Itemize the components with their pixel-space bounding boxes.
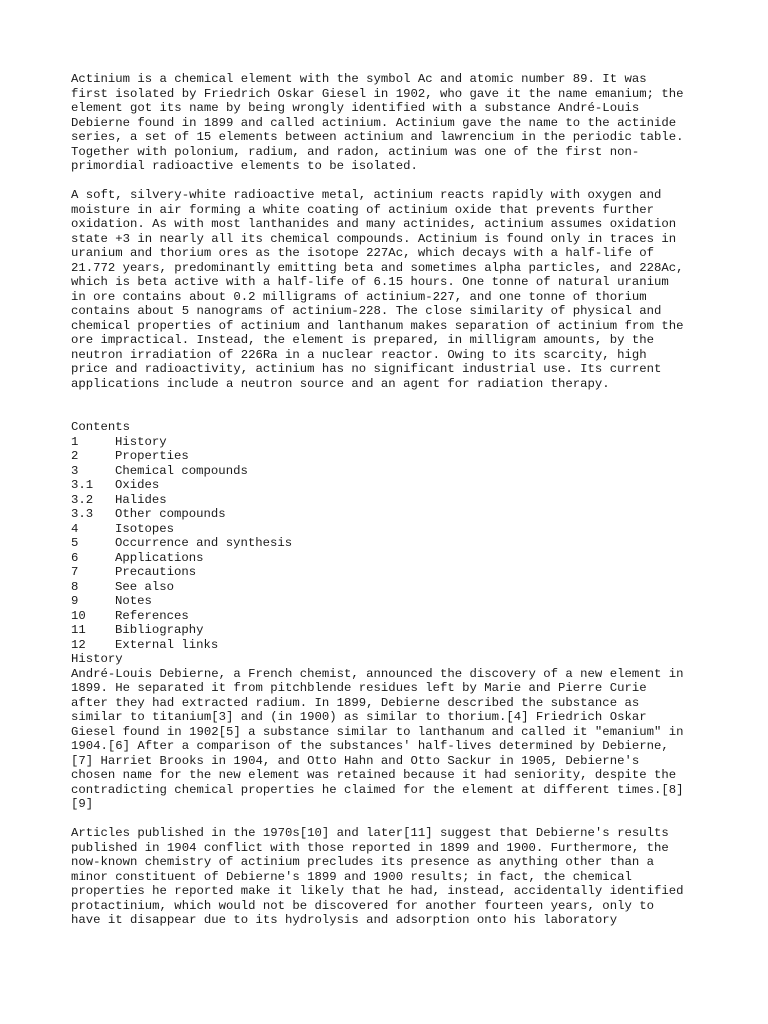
intro-paragraph-2: A soft, silvery-white radioactive metal, actinium reacts rapidly with oxygen and moisture in air forming a white coating of actinium oxide that prevents further oxidation. As with most lanthanides and many actinides, actinium assumes oxidation state +3 in nearly all its chemical compounds. Actinium is found only in traces in uranium and thorium ores as the isotope 227Ac, which decays with a half-life of 21.772 years, predominantly emitting beta and sometimes alpha particles, and 228Ac, which is beta active with a half-life of 6.15 hours. One tonne of natural uranium in ore contains about 0.2 milligrams of actinium-227, and one tonne of thorium contains about 5 nanograms of actinium-228. The close similarity of physical and chemical properties of actinium and lanthanum makes separation of actinium from the ore impractical. Instead, the element is prepared, in milligram amounts, by the neutron irradiation of 226Ra in a nuclear reactor. Owing to its scarcity, high price and radioactivity, actinium has no significant industrial use. Its current applications include a neutron source and an agent for radiation therapy. [71, 188, 684, 391]
toc-item-number: 3.2 [71, 492, 94, 507]
toc-item-title[interactable]: Isotopes [115, 521, 175, 536]
toc-item-number: 11 [71, 623, 86, 637]
toc-item-title[interactable]: Precautions [115, 565, 197, 579]
toc-item-title[interactable]: Bibliography [115, 623, 204, 637]
history-paragraph-2: Articles published in the 1970s[10] and later[11] suggest that Debierne's results published in 1904 conflict with those reported in 1899 and 1900. Furthermore, the now-known chemistry of actinium precludes its presence as anything other than a minor constituent of Debierne's 1899 and 1900 results; in fact, the chemical properties he reported make it likely that he had, instead, accidentally identified protactinium, which would not be discovered for another fourteen years, only to have it disappear due to its hydrolysis and adsorption onto his laboratory [71, 826, 684, 927]
toc-item-title[interactable]: Other compounds [115, 507, 226, 521]
toc-item-number: 5 [71, 536, 79, 550]
toc-item-title[interactable]: Applications [115, 550, 204, 565]
toc-item-number: 3.3 [71, 507, 94, 521]
toc-list [71, 435, 711, 653]
toc-item-number: 2 [71, 449, 79, 463]
toc-item-title[interactable]: References [115, 608, 189, 623]
toc-item[interactable] [71, 435, 711, 450]
toc-item-number: 10 [71, 608, 86, 623]
history-heading: History [71, 652, 123, 666]
toc-item-title[interactable]: See also [115, 579, 175, 594]
toc-item-number: 3 [71, 463, 79, 478]
spacer [71, 174, 711, 189]
toc-item[interactable] [71, 638, 711, 653]
toc-item[interactable] [71, 507, 711, 522]
toc-item-number: 7 [71, 565, 79, 579]
toc-item[interactable] [71, 493, 711, 508]
toc-item[interactable] [71, 580, 711, 595]
toc-item[interactable] [71, 594, 711, 609]
toc-item-number: 9 [71, 594, 79, 608]
contents-heading: Contents [71, 420, 131, 434]
toc-item-title[interactable]: Notes [115, 594, 152, 608]
toc-item-number: 6 [71, 550, 79, 565]
toc-item-title[interactable]: Chemical compounds [115, 463, 248, 478]
toc-item[interactable] [71, 522, 711, 537]
toc-item-number: 1 [71, 434, 79, 449]
toc-item-title[interactable]: Halides [115, 492, 167, 507]
toc-item[interactable] [71, 609, 711, 624]
toc-item[interactable] [71, 536, 711, 551]
toc-item[interactable] [71, 478, 711, 493]
spacer [71, 391, 711, 420]
toc-item[interactable] [71, 623, 711, 638]
spacer [71, 812, 711, 827]
toc-item-number: 3.1 [71, 478, 94, 492]
toc-item-title[interactable]: Properties [115, 449, 189, 463]
toc-item-number: 12 [71, 637, 86, 652]
table-of-contents [71, 420, 711, 652]
toc-item-number: 4 [71, 521, 79, 536]
toc-item-number: 8 [71, 579, 79, 594]
toc-item-title[interactable]: Occurrence and synthesis [115, 536, 293, 550]
toc-item-title[interactable]: External links [115, 637, 219, 652]
toc-item[interactable] [71, 464, 711, 479]
toc-item[interactable] [71, 565, 711, 580]
toc-item-title[interactable]: Oxides [115, 478, 160, 492]
document-page [71, 72, 711, 928]
toc-item-title[interactable]: History [115, 434, 167, 449]
history-paragraph-1: André-Louis Debierne, a French chemist, announced the discovery of a new element in 1899. He separated it from pitchblende residues left by Marie and Pierre Curie after they had extracted radium. In 1899, Debierne described the substance as similar to titanium[3] and (in 1900) as similar to thorium.[4] Friedrich Oskar Giesel found in 1902[5] a substance similar to lanthanum and called it "emanium" in 1904.[6] After a comparison of the substances' half-lives determined by Debierne, [7] Harriet Brooks in 1904, and Otto Hahn and Otto Sackur in 1905, Debierne's chosen name for the new element was retained because it had seniority, despite the contradicting chemical properties he claimed for the element at different times.[8] [9] [71, 666, 684, 811]
intro-paragraph-1: Actinium is a chemical element with the symbol Ac and atomic number 89. It was first isolated by Friedrich Oskar Giesel in 1902, who gave it the name emanium; the element got its name by being wrongly identified with a substance André-Louis Debierne found in 1899 and called actinium. Actinium gave the name to the actinide series, a set of 15 elements between actinium and lawrencium in the periodic table. Together with polonium, radium, and radon, actinium was one of the first non- primordial radioactive elements to be isolated. [71, 72, 684, 173]
toc-item[interactable] [71, 551, 711, 566]
toc-item[interactable] [71, 449, 711, 464]
